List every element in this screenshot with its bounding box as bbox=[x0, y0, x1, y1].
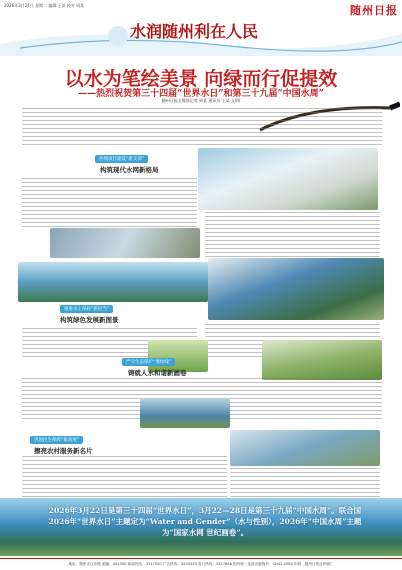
photo-pipes bbox=[198, 148, 378, 210]
section-title: 擦亮农村服务新名片 bbox=[34, 447, 93, 455]
section-title: 构筑现代水网新格局 bbox=[100, 166, 159, 174]
section-body bbox=[230, 468, 380, 498]
bottom-note: 2026年3月22日是第三十四届“世界水日”，3月22—28日是第三十九届“中国水周”。联合国2026年“世界水日”主题定为“Water and Gender”（水与性别），2026年“中国水周”主题为“国家水网 世纪画卷”。 bbox=[48, 506, 362, 537]
photo-aerial-lake bbox=[208, 258, 384, 320]
photo-workers bbox=[50, 228, 200, 258]
section-tag: 巩固民生保障“新高度” bbox=[30, 436, 83, 444]
intro-paragraph bbox=[22, 108, 382, 146]
byline: 随州日报全媒体记者 周某 通讯员 王某 文/图 bbox=[161, 98, 241, 103]
photo-water-facility bbox=[230, 430, 380, 466]
section-tag: 推进水土保持“新担当” bbox=[60, 305, 113, 313]
photo-reservoir bbox=[18, 262, 208, 302]
newspaper-logo: 随州日报 bbox=[350, 4, 398, 17]
section-title: 铸就人水和谐新画卷 bbox=[128, 369, 187, 377]
section-body bbox=[205, 212, 380, 258]
banner-title: 水润随州利在人民 bbox=[130, 22, 259, 41]
section-tag: 严守生态保护“增绿线” bbox=[122, 358, 175, 366]
photo-countryside bbox=[262, 340, 382, 380]
masthead-meta: 2026年3月24日 星期二 编辑 王某 校对 周某 bbox=[4, 3, 85, 8]
section-tag: 治理项目建设“新支撑” bbox=[95, 155, 148, 163]
section-body bbox=[22, 456, 227, 500]
headline: 以水为笔绘美景 向绿而行促提效 bbox=[64, 68, 338, 90]
section-title: 构筑绿色发展新图景 bbox=[60, 316, 119, 324]
subheadline: ——热烈祝贺第三十四届“世界水日”和第三十九届“中国水周” bbox=[78, 89, 324, 99]
photo-river bbox=[140, 398, 230, 428]
footer-contact: 地址：随州市汉东路 邮编：441300 新闻热线：3317000 广告热线：3333333 发行热线：3317888 国内统一连续出版物号：CN42-0084 印刷：随州日报社印刷厂 bbox=[0, 558, 402, 570]
section-body bbox=[22, 178, 197, 228]
